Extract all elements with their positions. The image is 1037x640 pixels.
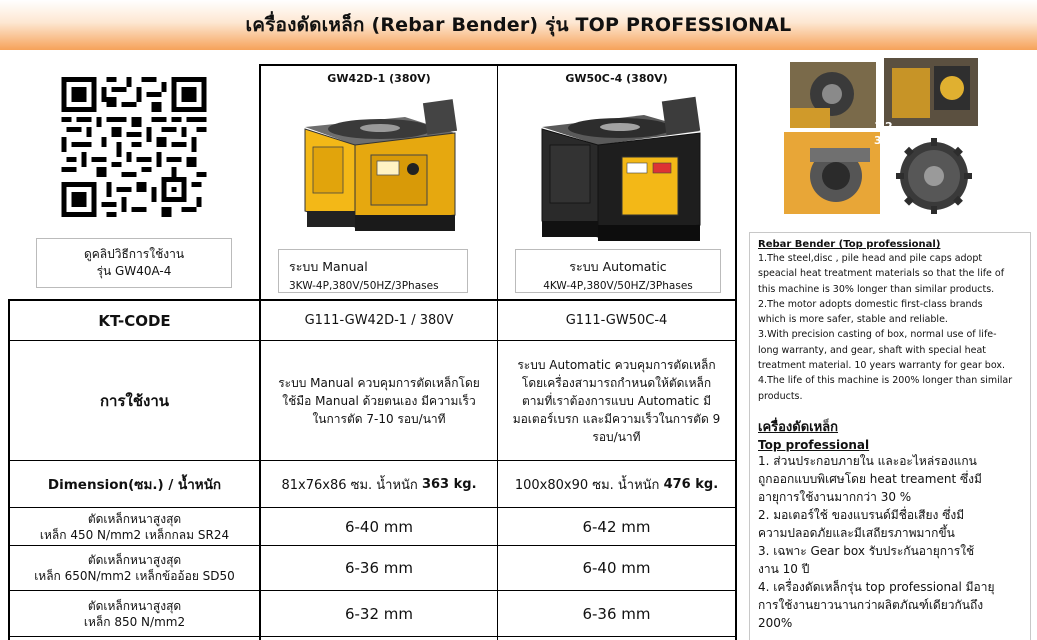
usage-desc-1 xyxy=(261,341,497,460)
dimension-size-1: 81x76x86 ซม. น้ำหนัก xyxy=(281,477,418,493)
tutorial-clip-line1: ดูคลิปวิธีการใช้งาน xyxy=(83,247,185,261)
model-2-system-box xyxy=(515,249,721,293)
features-en-line: which is more safer, stable and reliable. xyxy=(758,314,948,326)
features-th-heading: เครื่องดัดเหล็ก xyxy=(758,419,839,435)
features-th xyxy=(758,452,1022,632)
dimension-size-2: 100x80x90 ซม. น้ำหนัก xyxy=(514,477,660,493)
photo-label-2: 2 xyxy=(885,120,893,133)
usage-desc-1-line: ในการตัด 7-10 รอบ/นาที xyxy=(312,411,446,426)
model-2-name: GW50C-4 (380V) xyxy=(565,72,668,85)
usage-label: การใช้งาน xyxy=(99,391,170,410)
photo-label-4: 4 xyxy=(885,134,893,147)
kt-code-label: KT-CODE xyxy=(98,311,171,330)
features-th-line: 1. ส่วนประกอบภายใน และอะไหล่รองแกน xyxy=(758,453,977,468)
features-th-line: 4. เครื่องดัดเหล็กรุ่น top professional มีอายุ xyxy=(758,579,995,594)
dimension-weight-1: 363 kg. xyxy=(421,476,477,492)
features-en-line: 4.The life of this machine is 200% longer than similar xyxy=(758,375,1013,387)
photo-label-3: 3 xyxy=(874,134,882,147)
cut-450-label-line1: ตัดเหล็กหนาสูงสุด xyxy=(87,511,182,526)
page-title: เครื่องดัดเหล็ก (Rebar Bender) รุ่น TOP PROFESSIONAL xyxy=(245,14,792,36)
features-en xyxy=(758,251,1022,404)
usage-desc-2-line: รอบ/นาที xyxy=(592,429,641,444)
kt-code-value-1: G111-GW42D-1 / 380V xyxy=(304,313,454,328)
usage-desc-2-line: ตามที่เราต้องการแบบ Automatic มี xyxy=(522,393,711,408)
parts-photo-collage xyxy=(784,58,980,214)
cut-650-label xyxy=(10,546,259,590)
features-en-line: speacial heat treatment materials so that the life of xyxy=(758,268,1005,280)
cut-850-label xyxy=(10,591,259,636)
features-en-line: long warranty, and gear, shaft with special heat xyxy=(758,344,986,356)
usage-desc-2 xyxy=(498,341,735,460)
model-2-system: ระบบ Automatic xyxy=(569,259,667,274)
cut-850-label-line1: ตัดเหล็กหนาสูงสุด xyxy=(87,598,182,613)
cut-450-value-2: 6-42 mm xyxy=(582,517,651,536)
features-en-line: this machine is 30% longer than similar products. xyxy=(758,283,995,295)
features-th-line: 2. มอเตอร์ใช้ ของแบรนด์มีชื่อเสียง ซึ่งมี xyxy=(758,507,965,522)
features-en-line: products. xyxy=(758,390,803,402)
model-1-system: ระบบ Manual xyxy=(289,259,368,274)
features-th-line: 200% xyxy=(758,615,793,630)
cut-450-label-line2: เหล็ก 450 N/mm2 เหล็กกลม SR24 xyxy=(39,527,230,542)
cut-650-label-line2: เหล็ก 650N/mm2 เหล็กข้ออ้อย SD50 xyxy=(34,569,235,583)
model-1-system-box xyxy=(278,249,468,293)
features-en-line: treatment material. 10 years warranty for gear box. xyxy=(758,360,1005,372)
dimension-value-1 xyxy=(261,461,497,507)
dimension-label: Dimension(ซม.) / น้ำหนัก xyxy=(47,477,222,493)
features-en-line: 2.The motor adopts domestic first-class brands xyxy=(758,298,983,310)
features-th-line: ถูกออกแบบพิเศษโดย heat treament ซึ่งมี xyxy=(758,471,982,486)
machine-gw42d-image xyxy=(285,87,471,243)
features-en-line: 3.With precision casting of box, normal use of life- xyxy=(758,329,997,341)
cut-650-value-2: 6-40 mm xyxy=(582,559,651,577)
dimension-weight-2: 476 kg. xyxy=(663,476,719,492)
features-th-line: การใช้งานยาวนานกว่าผลิตภัณฑ์เดียวกันถึง xyxy=(758,597,984,612)
features-th-line: 3. เฉพาะ Gear box รับประกันอายุการใช้ xyxy=(758,543,975,558)
cut-450-value-1: 6-40 mm xyxy=(344,517,414,536)
usage-desc-1-line: ใช้มือ Manual ด้วยตนเอง มีความเร็ว xyxy=(282,393,476,408)
model-1-name: GW42D-1 (380V) xyxy=(327,72,431,85)
cut-650-label-line1: ตัดเหล็กหนาสูงสุด xyxy=(87,553,182,567)
cut-650-value-1: 6-36 mm xyxy=(344,559,414,577)
dimension-value-2 xyxy=(498,461,735,507)
cut-850-value-2: 6-36 mm xyxy=(582,604,651,623)
features-th-line: อายุการใช้งานมากกว่า 30 % xyxy=(758,489,912,504)
kt-code-value-2: G111-GW50C-4 xyxy=(565,313,668,328)
features-th-line: ความปลอดภัยและมีเสถียรภาพมากขึ้น xyxy=(758,525,955,540)
cut-850-label-line2: เหล็ก 850 N/mm2 xyxy=(83,614,186,629)
cut-850-value-1: 6-32 mm xyxy=(344,604,414,623)
features-th-line: งาน 10 ปี xyxy=(758,561,810,576)
machine-gw50c-image xyxy=(528,87,714,251)
features-title: Rebar Bender (Top professional) xyxy=(758,239,941,250)
usage-desc-2-line: มอเตอร์เบรก และมีความเร็วในการตัด 9 xyxy=(512,411,721,426)
features-box xyxy=(749,232,1031,640)
photo-label-1: 1 xyxy=(874,120,882,133)
model-2-spec: 4KW-4P,380V/50HZ/3Phases xyxy=(543,280,693,292)
tutorial-clip-line2: รุ่น GW40A-4 xyxy=(96,264,172,278)
comparison-table xyxy=(8,63,738,640)
title-banner xyxy=(0,0,1037,50)
model-1-spec: 3KW-4P,380V/50HZ/3Phases xyxy=(289,280,439,292)
usage-desc-2-line: โดยเครื่องสามารถกำหนดให้ตัดเหล็ก xyxy=(521,375,712,390)
cut-450-label xyxy=(10,508,259,545)
usage-desc-2-line: ระบบ Automatic ควบคุมการตัดเหล็ก xyxy=(517,357,716,372)
usage-desc-1-line: ระบบ Manual ควบคุมการตัดเหล็กโดย xyxy=(278,375,480,390)
features-en-line: 1.The steel,disc , pile head and pile caps adopt xyxy=(758,253,983,264)
features-th-subheading: Top professional xyxy=(758,437,870,452)
